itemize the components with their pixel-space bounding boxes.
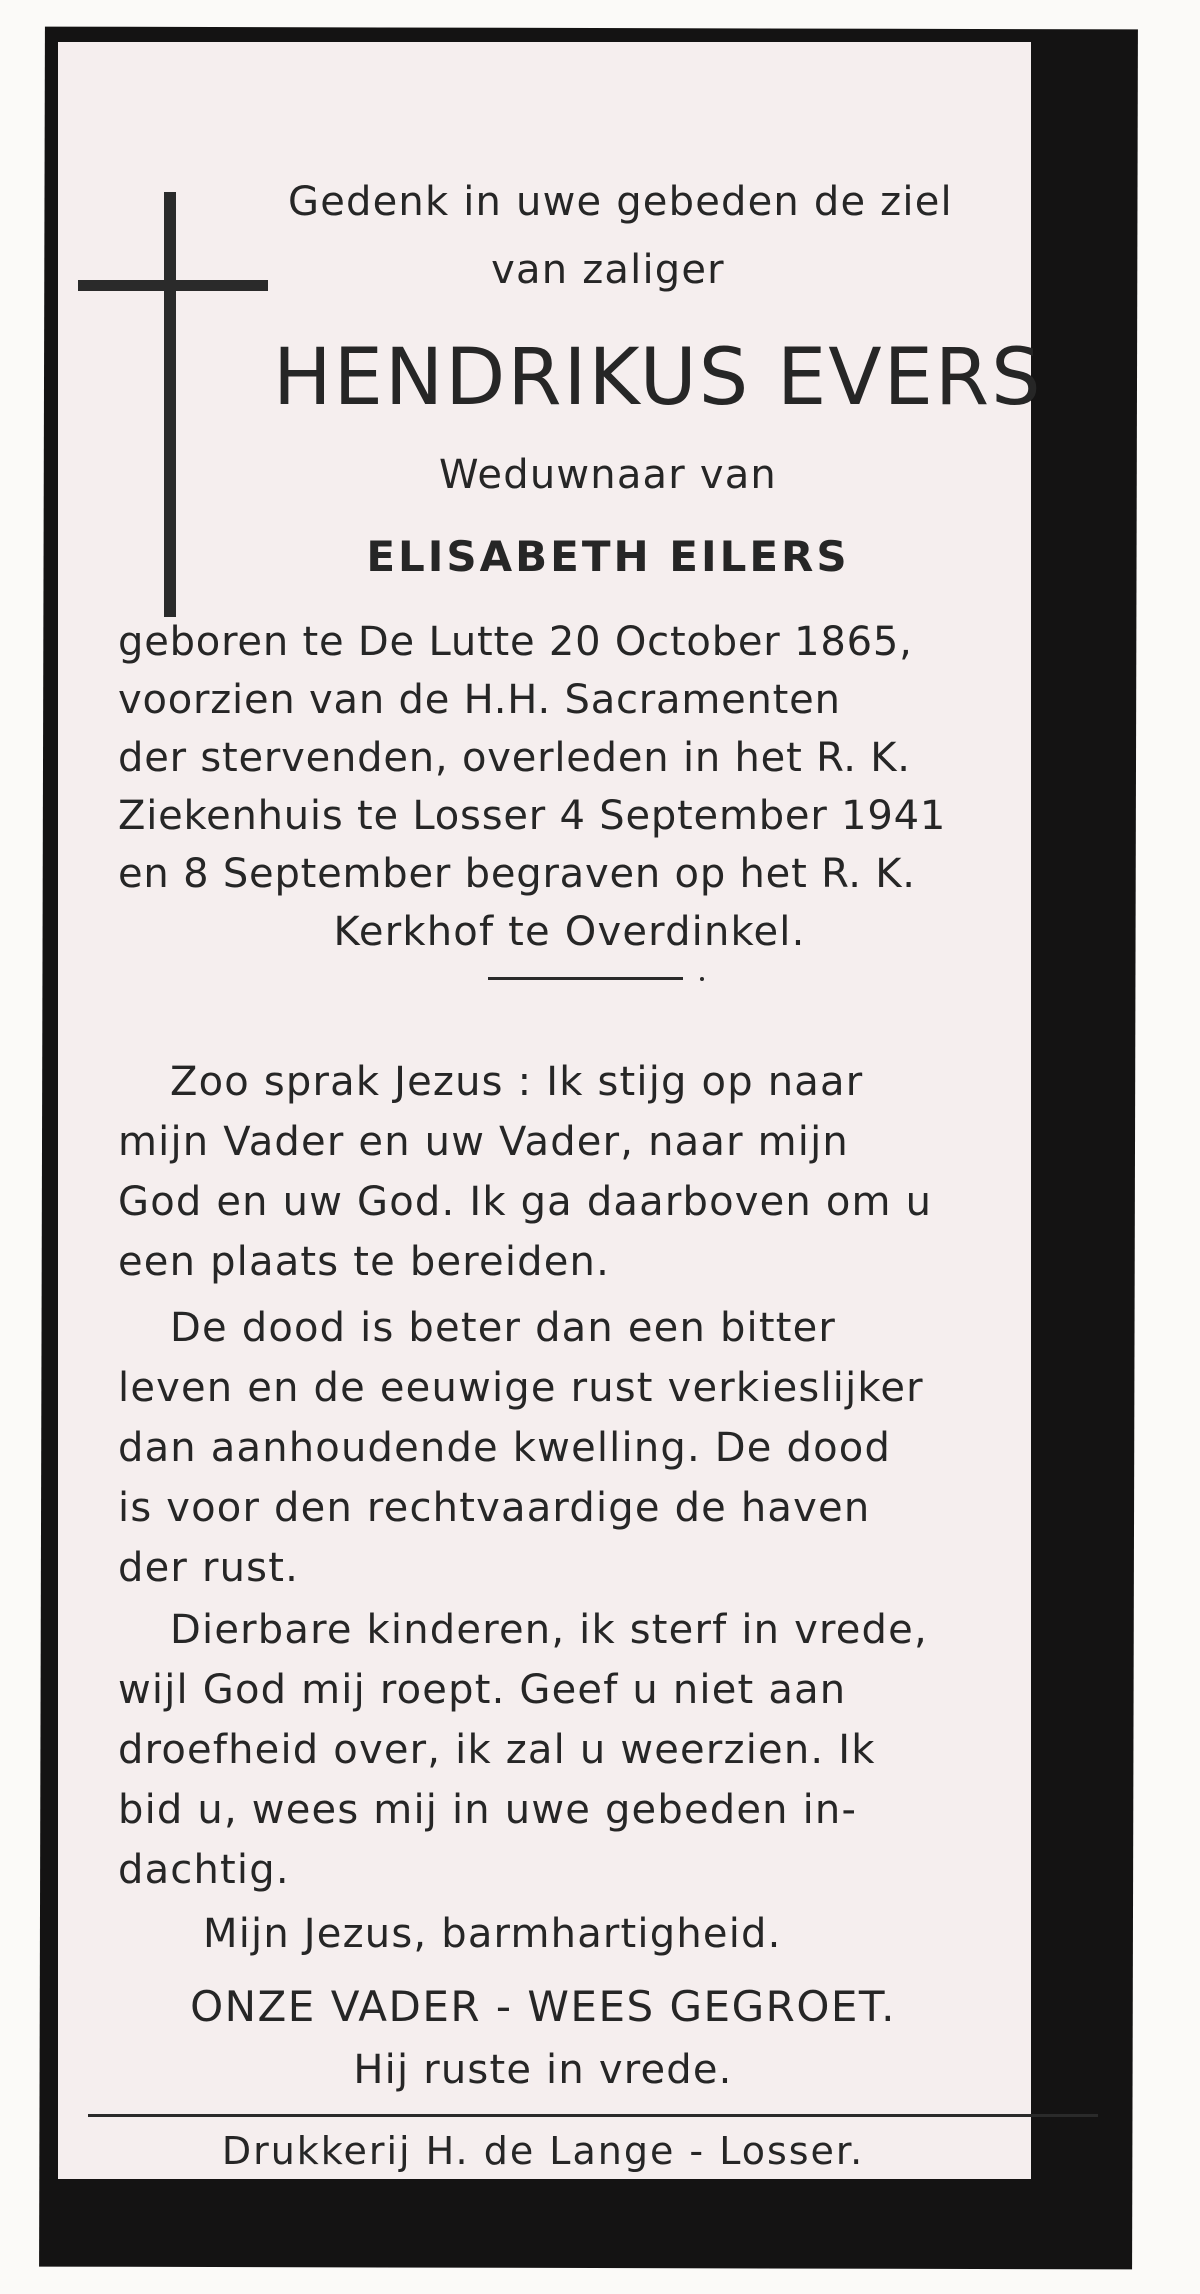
verse-line: leven en de eeuwige rust verkieslijker xyxy=(118,1365,924,1411)
verse-line: bid u, wees mij in uwe gebeden in- xyxy=(118,1787,858,1833)
relation-text: Weduwnaar van xyxy=(439,452,777,498)
rest-text: Hij ruste in vrede. xyxy=(353,2047,733,2093)
biography-line xyxy=(118,677,1021,723)
biography-text: Ziekenhuis te Losser 4 September 1941 xyxy=(118,793,947,839)
printer-credit: Drukkerij H. de Lange - Losser. xyxy=(221,2129,865,2173)
verse-line: droefheid over, ik zal u weerzien. Ik xyxy=(118,1727,876,1773)
verse-line: wijl God mij roept. Geef u niet aan xyxy=(118,1667,847,1713)
cross-icon xyxy=(164,192,176,617)
verse-line: De dood is beter dan een bitter xyxy=(170,1305,837,1351)
verse-line: dan aanhoudende kwelling. De dood xyxy=(118,1425,892,1471)
spouse-name: ELISABETH EILERS xyxy=(366,532,850,581)
biography-text: voorzien van de H.H. Sacramenten xyxy=(118,677,841,723)
opening-line: van zaliger xyxy=(491,247,725,293)
biography-text: der stervenden, overleden in het R. K. xyxy=(118,735,911,781)
biography-line xyxy=(118,735,1021,781)
biography-text: en 8 September begraven op het R. K. xyxy=(118,851,916,897)
biography-line xyxy=(118,851,1021,897)
verse-line: Dierbare kinderen, ik sterf in vrede, xyxy=(170,1607,928,1653)
divider-dot xyxy=(700,977,704,981)
verse-line: een plaats te bereiden. xyxy=(118,1239,611,1285)
deceased-name: HENDRIKUS EVERS xyxy=(273,333,1043,423)
verse-line: der rust. xyxy=(118,1545,299,1591)
footer-rule xyxy=(88,2114,1098,2117)
verse-line: dachtig. xyxy=(118,1847,290,1893)
memorial-card xyxy=(58,42,1043,2179)
verse-line: Zoo sprak Jezus : Ik stijg op naar xyxy=(170,1059,864,1105)
biography-line xyxy=(118,793,1021,839)
invocation-text: Mijn Jezus, barmhartigheid. xyxy=(203,1911,782,1957)
verse-line: God en uw God. Ik ga daarboven om u xyxy=(118,1179,933,1225)
opening-line: Gedenk in uwe gebeden de ziel xyxy=(288,179,953,225)
verse-line: is voor den rechtvaardige de haven xyxy=(118,1485,871,1531)
prayer-text: ONZE VADER - WEES GEGROET. xyxy=(190,1982,896,2031)
biography-line xyxy=(118,619,1021,665)
biography-text: geboren te De Lutte 20 October 1865, xyxy=(118,619,913,665)
section-divider xyxy=(488,977,683,980)
cross-bar xyxy=(78,280,268,291)
verse-line: mijn Vader en uw Vader, naar mijn xyxy=(118,1119,849,1165)
biography-line: Kerkhof te Overdinkel. xyxy=(333,909,806,955)
